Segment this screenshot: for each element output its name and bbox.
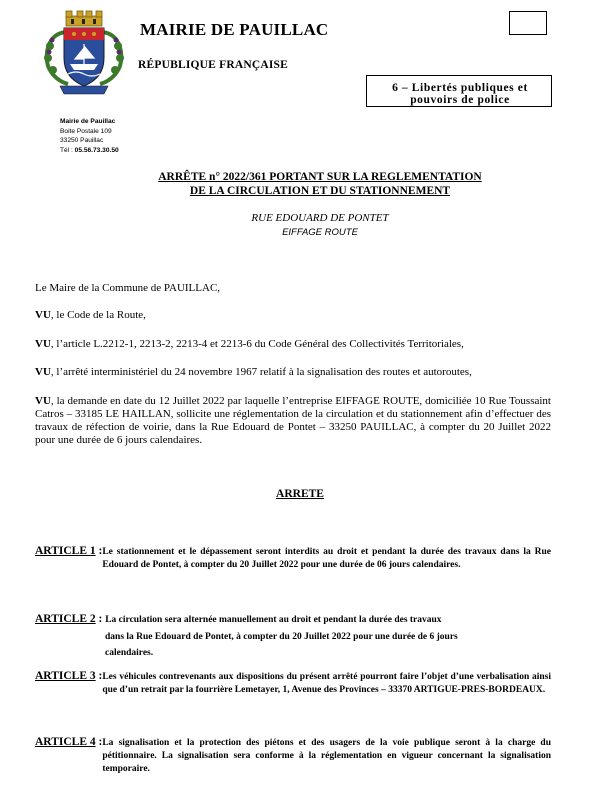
phone-number: 05.56.73.30.50	[74, 146, 119, 154]
vu-paragraph-4	[35, 395, 551, 447]
article-4-text: La signalisation et la protection des piétons et des usagers de la voie publique seront à la charge du pétitionnaire. La signalisation sera conforme à la réglementation en vigueur concernant la signalisation temporaire.	[102, 738, 551, 774]
article-1-heading	[35, 545, 102, 572]
mairie-address	[60, 117, 119, 155]
intro-paragraph: Le Maire de la Commune de PAUILLAC,	[35, 282, 221, 294]
article-2-line-2: dans la Rue Edouard de Pontet, à compter du 20 Juillet 2022 pour une durée de 6 jours	[105, 632, 458, 642]
phone-label: Tél :	[60, 146, 75, 154]
company-name: EIFFAGE ROUTE	[282, 227, 358, 238]
article-4-separator: :	[95, 736, 103, 748]
article-3-heading	[35, 670, 102, 697]
category-box	[366, 75, 552, 107]
category-line-1: 6 – Libertés publiques et	[392, 82, 528, 94]
article-4-heading	[35, 736, 102, 776]
vu-label: VU	[35, 366, 51, 378]
vu-paragraph-1	[35, 309, 551, 322]
decree-title-line-1: ARRÊTE n° 2022/361 PORTANT SUR LA REGLEMENTATION	[158, 171, 482, 183]
pauillac-coat-of-arms-icon	[40, 10, 128, 96]
reference-box	[509, 11, 547, 35]
article-2-line-1: La circulation sera alternée manuellement au droit et pendant la durée des travaux	[105, 615, 442, 625]
address-name: Mairie de Pauillac	[60, 118, 116, 125]
vu-label: VU	[35, 395, 51, 407]
article-1	[35, 545, 551, 572]
page-subtitle: RÉPUBLIQUE FRANÇAISE	[138, 59, 289, 71]
article-3	[35, 670, 551, 697]
article-4-label: ARTICLE 4	[35, 736, 96, 748]
address-phone	[60, 146, 119, 156]
article-1-text: Le stationnement et le dépassement seront interdits au droit et pendant la durée des travaux dans la Rue Edouard de Pontet, à compter du 20 Juillet 2022 pour une durée de 06 jours calendaires.	[102, 547, 551, 570]
vu-paragraph-2	[35, 338, 551, 351]
article-2-label: ARTICLE 2	[35, 613, 96, 625]
article-1-separator: :	[95, 545, 103, 557]
vu-text: , la demande en date du 12 Juillet 2022 par laquelle l’entreprise EIFFAGE ROUTE, domiciliée 10 Rue Toussaint Catros – 33185 LE HAILLAN, sollicite une réglementation de la circulation et du stationnement afin d’effectuer des travaux de réfection de voirie, dans la Rue Edouard de Pontet – 33250 PAUILLAC, à compter du 20 Juillet 2022 pour une durée de 6 jours calendaires.	[35, 395, 551, 446]
vu-paragraph-3	[35, 366, 551, 379]
article-2-heading	[35, 613, 105, 625]
article-3-label: ARTICLE 3	[35, 670, 96, 682]
street-name: RUE EDOUARD DE PONTET	[251, 212, 389, 224]
vu-text: , l’article L.2212-1, 2213-2, 2213-4 et 2213-6 du Code Général des Collectivités Territoriales,	[50, 338, 464, 350]
address-line-2: 33250 Pauillac	[60, 137, 104, 144]
arrete-heading: ARRETE	[276, 488, 324, 500]
article-3-separator: :	[95, 670, 103, 682]
address-line-1: Boite Postale 109	[60, 127, 112, 135]
decree-title-line-2: DE LA CIRCULATION ET DU STATIONNEMENT	[189, 185, 451, 197]
category-label	[367, 76, 551, 106]
article-1-label: ARTICLE 1	[35, 545, 96, 557]
vu-text: , le Code de la Route,	[50, 309, 146, 321]
article-3-text: Les véhicules contrevenants aux dispositions du présent arrêté pourront faire l’objet d’une verbalisation ainsi que d’un retrait par la fourrière Lemetayer, 1, Avenue des Provinces – 33370 ARTIGUE-PRES-BORDEAUX.	[102, 672, 551, 695]
page-title: MAIRIE DE PAUILLAC	[140, 20, 329, 39]
article-2-line-3: calendaires.	[105, 648, 154, 658]
category-line-2: pouvoirs de police	[410, 94, 510, 106]
article-2-separator: :	[95, 613, 106, 625]
vu-text: , l’arrêté interministériel du 24 novembre 1967 relatif à la signalisation des routes et autoroutes,	[50, 366, 472, 378]
vu-label: VU	[35, 338, 51, 350]
article-2	[35, 609, 551, 660]
vu-label: VU	[35, 309, 51, 321]
article-4	[35, 736, 551, 776]
decree-title	[120, 170, 520, 198]
